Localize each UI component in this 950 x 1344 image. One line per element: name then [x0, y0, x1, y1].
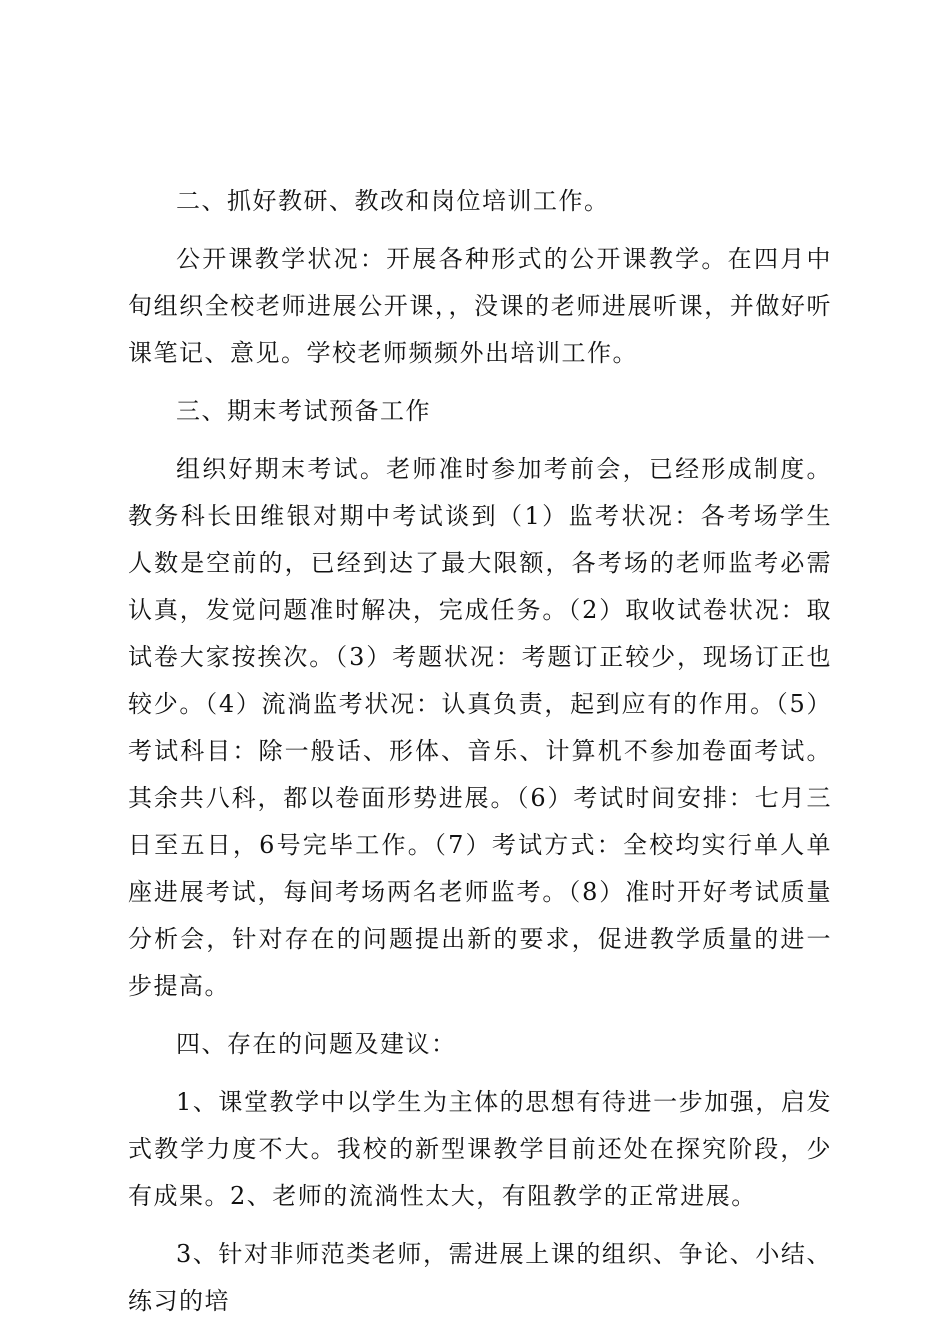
section-heading-4: 四、存在的问题及建议：: [176, 1030, 457, 1058]
paragraph-final-exam: 组织好期末考试。老师准时参加考前会，已经形成制度。教务科长田维银对期中考试谈到（1）监考状况：各考场学生人数是空前的，已经到达了最大限额，各考场的老师监考必需认真，发觉问题准时解决，完成任务。（2）取收试卷状况：取试卷大家按挨次。（3）考题状况：考题订正较少，现场订正也较少。（4）流淌监考状况：认真负责，起到应有的作用。（5）考试科目：除一般话、形体、音乐、计算机不参加卷面考试。其余共八科，都以卷面形势进展。（6）考试时间安排：七月三日至五日，6号完毕工作。（7）考试方式：全校均实行单人单座进展考试，每间考场两名老师监考。（8）准时开好考试质量分析会，针对存在的问题提出新的要求，促进教学质量的进一步提高。: [128, 455, 832, 1000]
document-body: [128, 178, 832, 1336]
section-heading-3: 三、期末考试预备工作: [176, 397, 431, 425]
paragraph-problems: 1、课堂教学中以学生为主体的思想有待进一步加强，启发式教学力度不大。我校的新型课教学目前还处在探究阶段，少有成果。2、老师的流淌性太大，有阻教学的正常进展。: [128, 1088, 832, 1210]
paragraph-suggestion: 3、针对非师范类老师，需进展上课的组织、争论、小结、练习的培: [128, 1240, 832, 1315]
section-heading-2: 二、抓好教研、教改和岗位培训工作。: [176, 187, 610, 215]
paragraph-open-class: 公开课教学状况：开展各种形式的公开课教学。在四月中旬组织全校老师进展公开课，，没课的老师进展听课，并做好听课笔记、意见。学校老师频频外出培训工作。: [128, 245, 832, 367]
